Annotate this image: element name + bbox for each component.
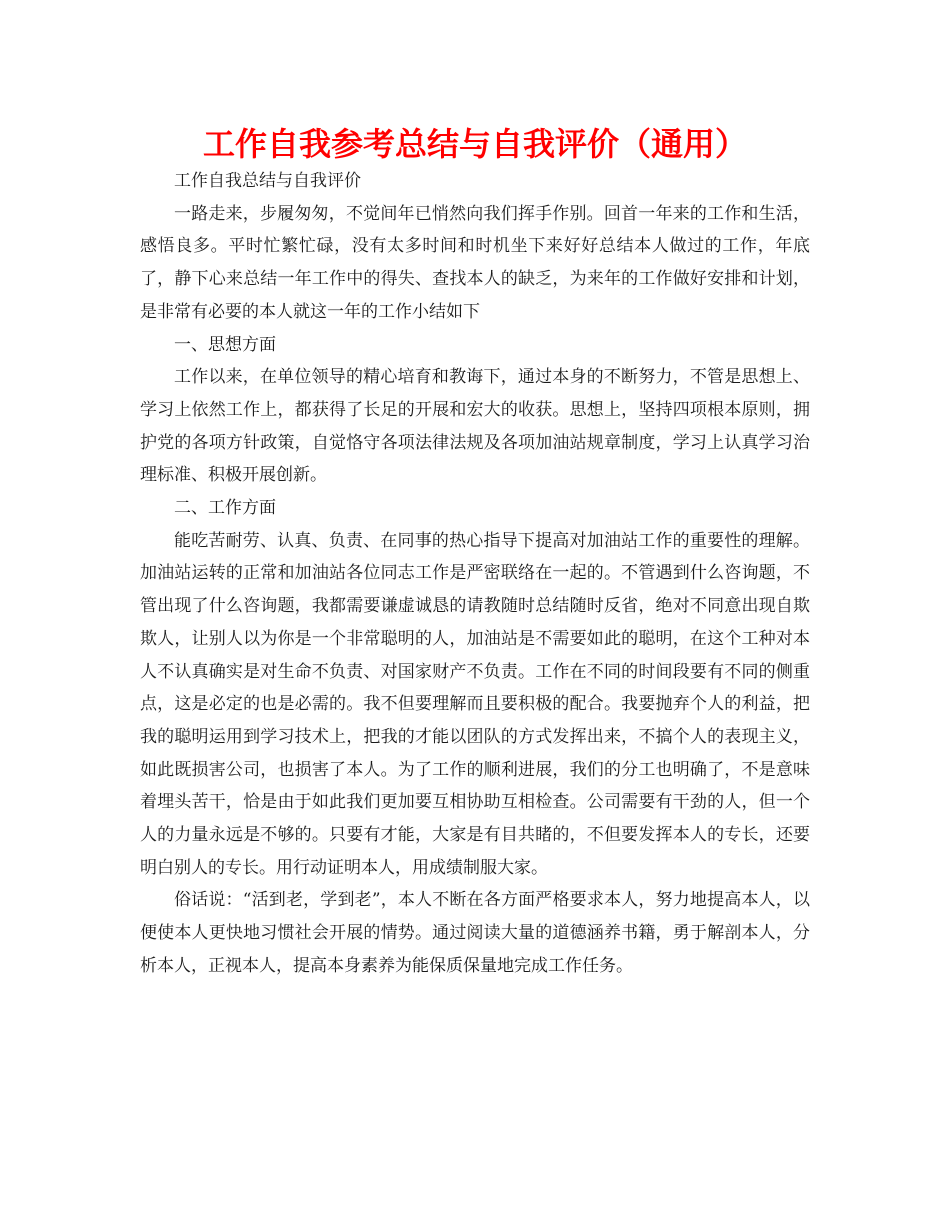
section-heading-thought: 一、思想方面 xyxy=(174,334,276,355)
paragraph-work: 能吃苦耐劳、认真、负责、在同事的热心指导下提高对加油站工作的重要性的理解。加油站运转的正常和加油站各位同志工作是严密联络在一起的。不管遇到什么咨询题，不管出现了什么咨询题，我都需要谦虚诚恳的请教随时总结随时反省，绝对不同意出现自欺欺人，让别人以为你是一个非常聪明的人，加油站是不需要如此的聪明，在这个工种对本人不认真确实是对生命不负责、对国家财产不负责。工作在不同的时间段要有不同的侧重点，这是必定的也是必需的。我不但要理解而且要积极的配合。我要抛弃个人的利益，把我的聪明运用到学习技术上，把我的才能以团队的方式发挥出来，不搞个人的表现主义，如此既损害公司，也损害了本人。为了工作的顺利进展，我们的分工也明确了，不是意味着埋头苦干，恰是由于如此我们更加要互相协助互相检查。公司需要有干劲的人，但一个人的力量永远是不够的。只要有才能，大家是有目共睹的，不但要发挥本人的专长，还要明白别人的专长。用行动证明本人，用成绩制服大家。 xyxy=(140,530,810,878)
section-heading-work: 二、工作方面 xyxy=(174,498,276,519)
paragraph-learning: 俗话说：“活到老，学到老”，本人不断在各方面严格要求本人，努力地提高本人，以便使本人更快地习惯社会开展的情势。通过阅读大量的道德涵养书籍，勇于解剖本人，分析本人，正视本人，提高本身素养为能保质保量地完成工作任务。 xyxy=(140,890,810,976)
document-body xyxy=(140,165,810,983)
document-title: 工作自我参考总结与自我评价（通用） xyxy=(202,125,747,163)
paragraph-thought: 工作以来，在单位领导的精心培育和教诲下，通过本身的不断努力，不管是思想上、学习上依然工作上，都获得了长足的开展和宏大的收获。思想上，坚持四项根本原则，拥护党的各项方针政策，自觉恪守各项法律法规及各项加油站规章制度，学习上认真学习治理标准、积极开展创新。 xyxy=(140,367,810,486)
paragraph-intro: 一路走来，步履匆匆，不觉间年已悄然向我们挥手作别。回首一年来的工作和生活，感悟良多。平时忙繁忙碌，没有太多时间和时机坐下来好好总结本人做过的工作，年底了，静下心来总结一年工作中的得失、查找本人的缺乏，为来年的工作做好安排和计划，是非常有必要的本人就这一年的工作小结如下 xyxy=(140,203,810,322)
document-subtitle: 工作自我总结与自我评价 xyxy=(174,171,361,191)
